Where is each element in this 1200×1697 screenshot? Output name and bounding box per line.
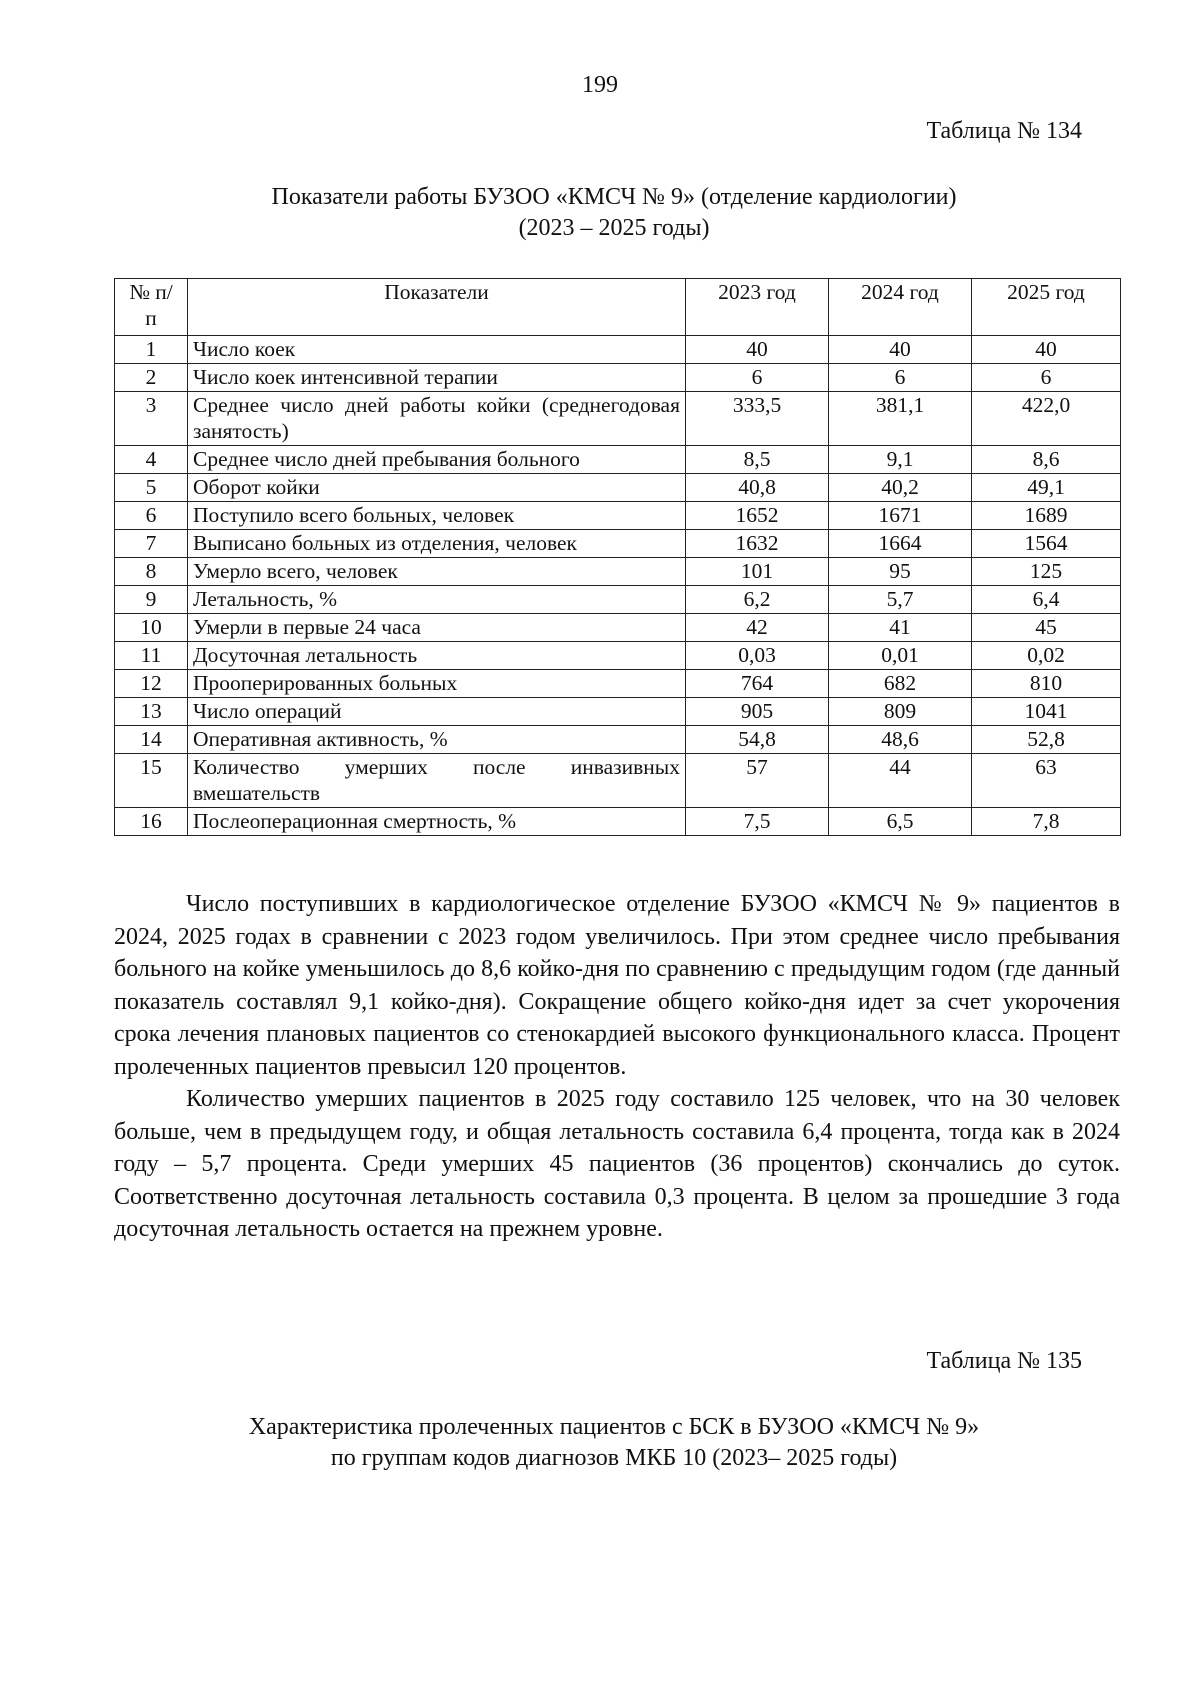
- row-value-2023: 8,5: [686, 446, 829, 474]
- row-value-2023: 54,8: [686, 726, 829, 754]
- table-row: [115, 726, 1121, 754]
- row-value-2025: 49,1: [972, 474, 1121, 502]
- row-indicator: Число операций: [188, 698, 686, 726]
- row-number: 5: [115, 474, 188, 502]
- row-number: 15: [115, 754, 188, 808]
- row-indicator: Среднее число дней работы койки (среднегодовая занятость): [188, 392, 686, 446]
- table-135-title-line2: по группам кодов диагнозов МКБ 10 (2023– 2025 годы): [330, 1445, 898, 1471]
- row-number: 3: [115, 392, 188, 446]
- row-indicator: Выписано больных из отделения, человек: [188, 530, 686, 558]
- table-134-title-line1: Показатели работы БУЗОО «КМСЧ № 9» (отделение кардиологии): [271, 184, 957, 210]
- row-number: 16: [115, 808, 188, 836]
- row-value-2024: 41: [829, 614, 972, 642]
- row-value-2025: 63: [972, 754, 1121, 808]
- row-value-2025: 52,8: [972, 726, 1121, 754]
- row-number: 10: [115, 614, 188, 642]
- row-value-2024: 9,1: [829, 446, 972, 474]
- row-value-2024: 6: [829, 364, 972, 392]
- table-row: [115, 364, 1121, 392]
- row-value-2023: 7,5: [686, 808, 829, 836]
- table-row: [115, 502, 1121, 530]
- row-value-2024: 381,1: [829, 392, 972, 446]
- header-2024: 2024 год: [829, 279, 972, 336]
- table-row: [115, 336, 1121, 364]
- row-value-2023: 905: [686, 698, 829, 726]
- row-value-2023: 764: [686, 670, 829, 698]
- row-value-2025: 0,02: [972, 642, 1121, 670]
- row-number: 13: [115, 698, 188, 726]
- row-value-2024: 809: [829, 698, 972, 726]
- row-value-2024: 48,6: [829, 726, 972, 754]
- body-text: [114, 888, 1120, 1246]
- row-value-2025: 1041: [972, 698, 1121, 726]
- row-value-2023: 40: [686, 336, 829, 364]
- table-row: [115, 392, 1121, 446]
- table-134-label: Таблица № 134: [926, 118, 1082, 144]
- table-row: [115, 530, 1121, 558]
- row-value-2023: 42: [686, 614, 829, 642]
- row-indicator: Оборот койки: [188, 474, 686, 502]
- row-value-2023: 57: [686, 754, 829, 808]
- row-value-2024: 40: [829, 336, 972, 364]
- header-2023: 2023 год: [686, 279, 829, 336]
- table-134-title-line2: (2023 – 2025 годы): [518, 215, 710, 241]
- row-indicator: Поступило всего больных, человек: [188, 502, 686, 530]
- row-indicator: Среднее число дней пребывания больного: [188, 446, 686, 474]
- row-indicator: Летальность, %: [188, 586, 686, 614]
- row-value-2023: 333,5: [686, 392, 829, 446]
- row-value-2025: 125: [972, 558, 1121, 586]
- row-value-2025: 6,4: [972, 586, 1121, 614]
- header-2025: 2025 год: [972, 279, 1121, 336]
- table-row: [115, 754, 1121, 808]
- row-value-2024: 44: [829, 754, 972, 808]
- row-indicator: Прооперированных больных: [188, 670, 686, 698]
- row-value-2024: 1671: [829, 502, 972, 530]
- indicators-table: [114, 278, 1121, 836]
- page-number: 199: [582, 72, 618, 98]
- row-value-2025: 7,8: [972, 808, 1121, 836]
- table-row: [115, 614, 1121, 642]
- row-indicator: Число коек: [188, 336, 686, 364]
- row-number: 2: [115, 364, 188, 392]
- row-value-2024: 40,2: [829, 474, 972, 502]
- row-value-2023: 6: [686, 364, 829, 392]
- header-num: № п/п: [115, 279, 188, 336]
- paragraph-1: Число поступивших в кардиологическое отделение БУЗОО «КМСЧ № 9» пациентов в 2024, 2025 годах в сравнении с 2023 годом увеличилось. При этом среднее число пребывания больного на койке уменьшилось до 8,6 койко-дня по сравнению с предыдущим годом (где данный показатель составлял 9,1 койко-дня). Сокращение общего койко-дня идет за счет укорочения срока лечения плановых пациентов со стенокардией высокого функционального класса. Процент пролеченных пациентов превысил 120 процентов.: [114, 891, 1120, 1080]
- table-row: [115, 698, 1121, 726]
- row-number: 6: [115, 502, 188, 530]
- header-indicator: Показатели: [188, 279, 686, 336]
- table-134-title: [114, 182, 1114, 244]
- row-value-2024: 95: [829, 558, 972, 586]
- row-number: 9: [115, 586, 188, 614]
- paragraph-2: Количество умерших пациентов в 2025 году составило 125 человек, что на 30 человек больше, чем в предыдущем году, и общая летальность составила 6,4 процента, тогда как в 2024 году – 5,7 процента. Среди умерших 45 пациентов (36 процентов) скончались до суток. Соответственно досуточная летальность составила 0,3 процента. В целом за прошедшие 3 года досуточная летальность остается на прежнем уровне.: [114, 1086, 1120, 1242]
- row-indicator: Оперативная активность, %: [188, 726, 686, 754]
- table-row: [115, 446, 1121, 474]
- table-row: [115, 474, 1121, 502]
- table-row: [115, 808, 1121, 836]
- row-value-2024: 5,7: [829, 586, 972, 614]
- table-row: [115, 670, 1121, 698]
- table-135-title: [114, 1412, 1114, 1474]
- row-indicator: Досуточная летальность: [188, 642, 686, 670]
- row-number: 14: [115, 726, 188, 754]
- row-value-2024: 1664: [829, 530, 972, 558]
- row-value-2025: 810: [972, 670, 1121, 698]
- row-value-2024: 682: [829, 670, 972, 698]
- table-row: [115, 642, 1121, 670]
- row-value-2023: 101: [686, 558, 829, 586]
- row-indicator: Послеоперационная смертность, %: [188, 808, 686, 836]
- row-value-2024: 6,5: [829, 808, 972, 836]
- row-indicator: Умерли в первые 24 часа: [188, 614, 686, 642]
- row-value-2025: 1689: [972, 502, 1121, 530]
- row-value-2023: 1652: [686, 502, 829, 530]
- row-value-2025: 6: [972, 364, 1121, 392]
- table-row: [115, 586, 1121, 614]
- table-row: [115, 558, 1121, 586]
- row-indicator: Количество умерших после инвазивных вмешательств: [188, 754, 686, 808]
- row-value-2025: 422,0: [972, 392, 1121, 446]
- row-value-2025: 1564: [972, 530, 1121, 558]
- row-value-2025: 8,6: [972, 446, 1121, 474]
- row-value-2023: 0,03: [686, 642, 829, 670]
- row-value-2024: 0,01: [829, 642, 972, 670]
- row-number: 12: [115, 670, 188, 698]
- row-number: 7: [115, 530, 188, 558]
- row-value-2025: 45: [972, 614, 1121, 642]
- table-135-label: Таблица № 135: [926, 1348, 1082, 1374]
- row-number: 11: [115, 642, 188, 670]
- row-indicator: Умерло всего, человек: [188, 558, 686, 586]
- table-135-title-line1: Характеристика пролеченных пациентов с БСК в БУЗОО «КМСЧ № 9»: [248, 1414, 980, 1440]
- row-number: 4: [115, 446, 188, 474]
- row-value-2023: 40,8: [686, 474, 829, 502]
- row-number: 1: [115, 336, 188, 364]
- row-value-2023: 6,2: [686, 586, 829, 614]
- row-indicator: Число коек интенсивной терапии: [188, 364, 686, 392]
- row-value-2023: 1632: [686, 530, 829, 558]
- table-header-row: [115, 279, 1121, 336]
- row-number: 8: [115, 558, 188, 586]
- row-value-2025: 40: [972, 336, 1121, 364]
